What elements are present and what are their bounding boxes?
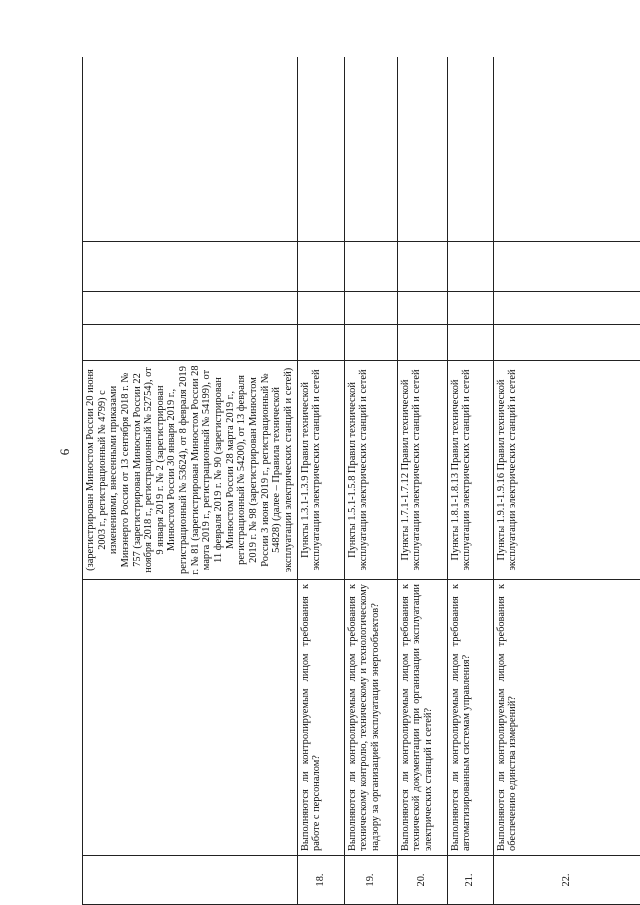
answer-yes-cell: [344, 325, 397, 361]
answer-yes-cell: [83, 325, 298, 361]
table-row: [447, 57, 493, 905]
table-row: [297, 57, 344, 905]
question-cell: Выполняются ли контролируемым лицом требования к работе с персоналом?: [297, 580, 344, 856]
table-region: [82, 57, 640, 905]
answer-na-cell: [297, 242, 344, 292]
reference-cell: Пункты 1.3.1-1.3.9 Правил технической эксплуатации электрических станций и сетей: [297, 361, 344, 580]
note-cell: [397, 57, 447, 242]
answer-yes-cell: [447, 325, 493, 361]
page-number: 6: [57, 448, 72, 456]
answer-no-cell: [297, 292, 344, 325]
answer-na-cell: [493, 242, 640, 292]
table-wrap: [82, 57, 640, 905]
reference-cell: (зарегистрирован Минюстом России 20 июня 2003 г., регистрационный № 4799) с изменениями, внесенными приказами Минэнерго России от 13 сентября 2018 г. № 757 (зарегистрирован Минюстом России 22 ноября 2018 г., регистрационный № 52754), от 9 января 2019 г. № 2 (зарегистрирован Минюстом России 30 января 2019 г., регистрационный № 53624), от 8 февраля 2019 г. № 81 (зарегистрирован Минюстом России 28 марта 2019 г., регистрационный № 54199), от 11 февраля 2019 г. № 90 (зарегистрирован Минюстом России 28 марта 2019 г., регистрационный № 54200), от 13 февраля 2019 г. № 98 (зарегистрирован Минюстом России 3 июня 2019 г., регистрационный № 54828) (далее – Правила технической эксплуатации электрических станций и сетей): [83, 361, 298, 580]
answer-no-cell: [447, 292, 493, 325]
reference-cell: Пункты 1.7.1-1.7.12 Правил технической эксплуатации электрических станций и сетей: [397, 361, 447, 580]
note-cell: [447, 57, 493, 242]
table-row: [83, 57, 298, 905]
answer-no-cell: [397, 292, 447, 325]
answer-na-cell: [397, 242, 447, 292]
note-cell: [344, 57, 397, 242]
row-number: [83, 856, 298, 905]
checklist-table: [82, 57, 640, 905]
answer-no-cell: [344, 292, 397, 325]
note-cell: [297, 57, 344, 242]
row-number: 18.: [297, 856, 344, 905]
question-cell: Выполняются ли контролируемым лицом требования к автоматизированным системам управления?: [447, 580, 493, 856]
row-number: 21.: [447, 856, 493, 905]
row-number: 22.: [493, 856, 640, 905]
answer-no-cell: [493, 292, 640, 325]
answer-no-cell: [83, 292, 298, 325]
answer-na-cell: [83, 242, 298, 292]
table-row: [493, 57, 640, 905]
note-cell: [83, 57, 298, 242]
reference-cell: Пункты 1.8.1-1.8.13 Правил технической эксплуатации электрических станций и сетей: [447, 361, 493, 580]
note-cell: [493, 57, 640, 242]
answer-na-cell: [344, 242, 397, 292]
reference-cell: Пункты 1.9.1-1.9.16 Правил технической эксплуатации электрических станций и сетей: [493, 361, 640, 580]
table-row: [344, 57, 397, 905]
row-number: 20.: [397, 856, 447, 905]
answer-yes-cell: [493, 325, 640, 361]
question-cell: Выполняются ли контролируемым лицом требования к обеспечению единства измерений?: [493, 580, 640, 856]
reference-cell: Пункты 1.5.1-1.5.8 Правил технической эксплуатации электрических станций и сетей: [344, 361, 397, 580]
row-number: 19.: [344, 856, 397, 905]
answer-yes-cell: [297, 325, 344, 361]
answer-yes-cell: [397, 325, 447, 361]
question-cell: Выполняются ли контролируемым лицом требования к технической документации при организации эксплуатации электрических станций и сетей?: [397, 580, 447, 856]
table-row: [397, 57, 447, 905]
question-cell: [83, 580, 298, 856]
answer-na-cell: [447, 242, 493, 292]
question-cell: Выполняются ли контролируемым лицом требования к техническому контролю, техническому и технологическому надзору за организацией эксплуатации энергообъектов?: [344, 580, 397, 856]
